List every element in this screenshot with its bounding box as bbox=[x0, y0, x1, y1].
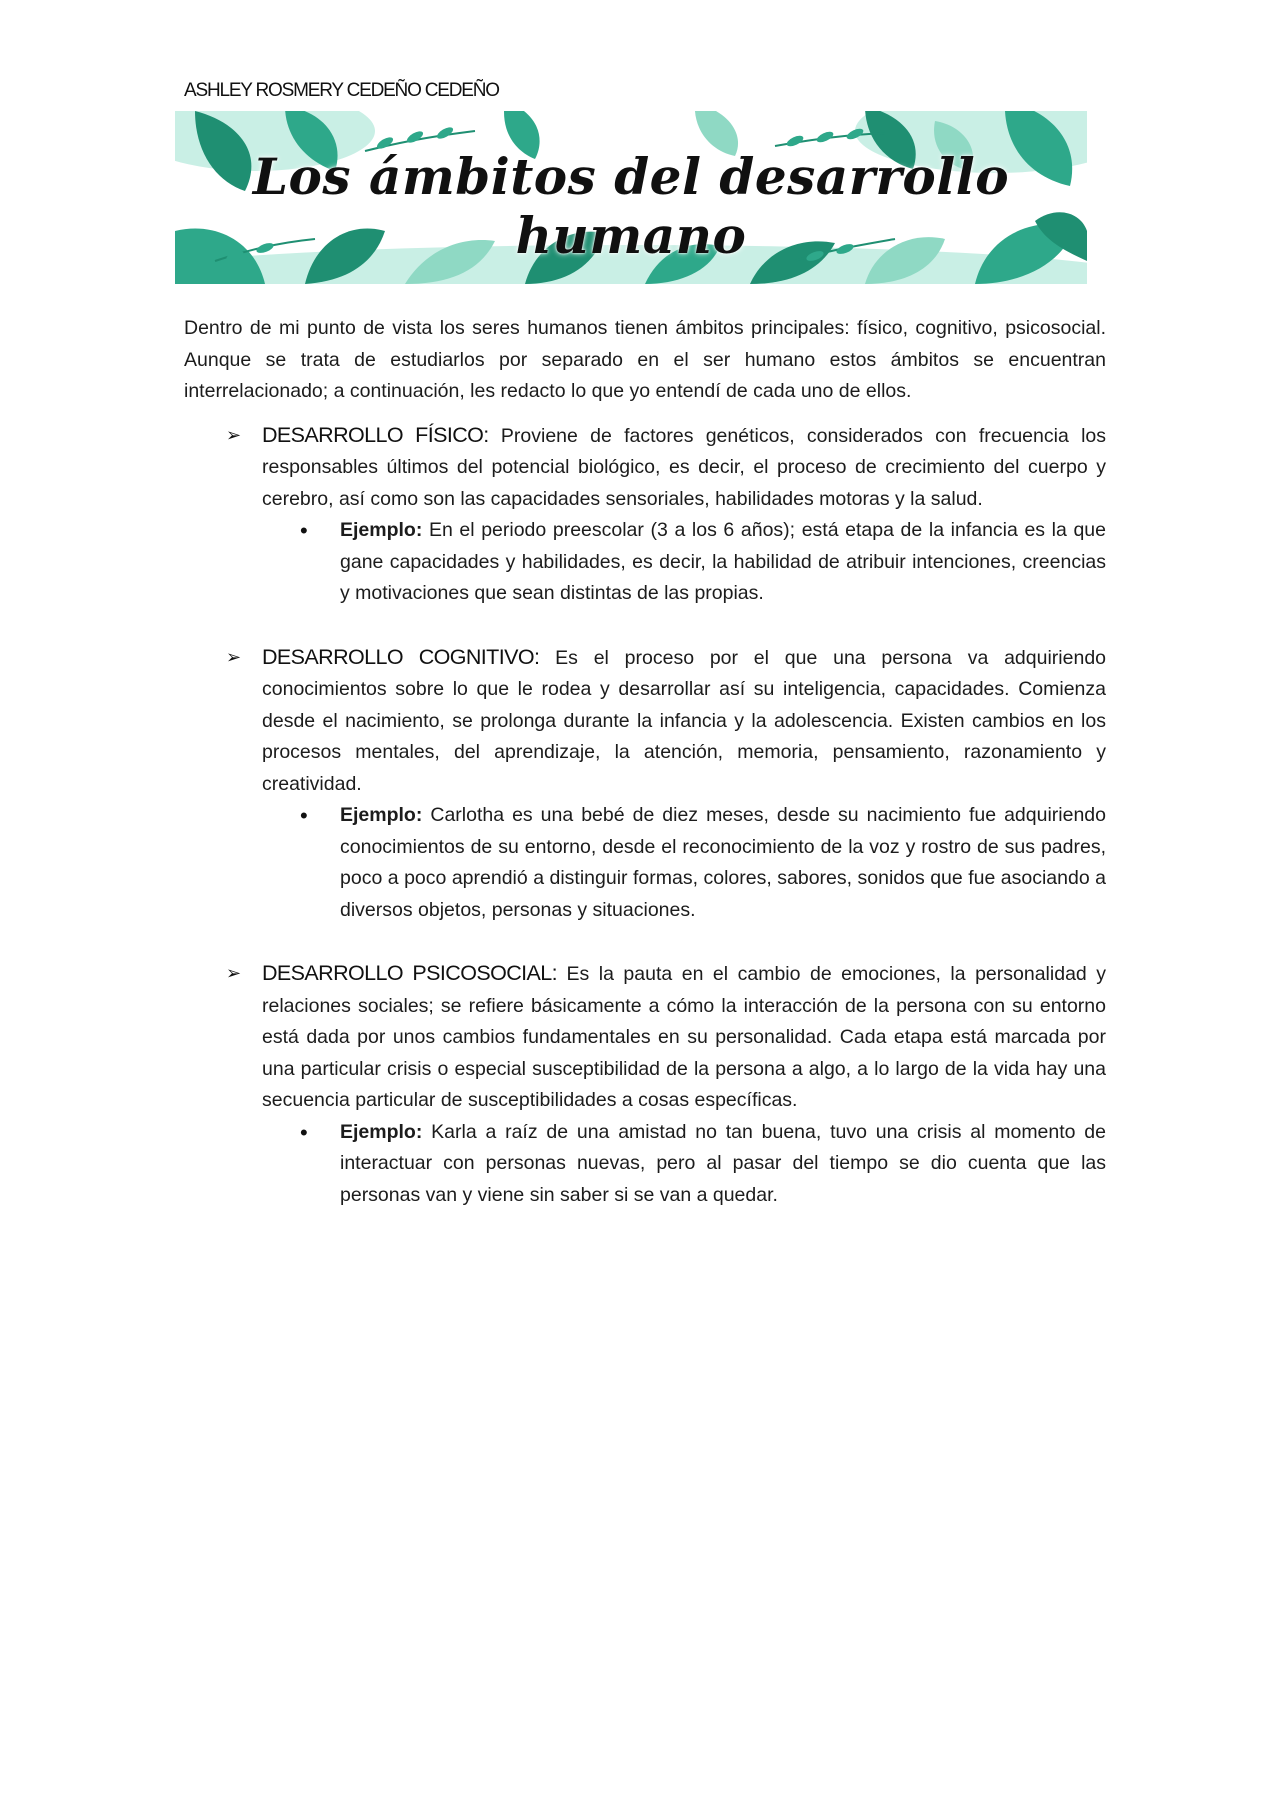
example-text: En el periodo preescolar (3 a los 6 años); está etapa de la infancia es la que gane capacidades y habilidades, es decir, la habilidad de atribuir intenciones, creencias y motivaciones que sean distintas de las propias. bbox=[340, 519, 1106, 604]
section-title: DESARROLLO PSICOSOCIAL: bbox=[262, 961, 557, 985]
bullet-dot-icon: • bbox=[300, 1119, 308, 1145]
document-body bbox=[184, 313, 1106, 1243]
arrow-bullet-icon: ➢ bbox=[226, 646, 242, 667]
section-body: Es la pauta en el cambio de emociones, la personalidad y relaciones sociales; se refiere básicamente a cómo la interacción de la persona con su entorno está dada por unos cambios fundamentales en su personalidad. Cada etapa está marcada por una particular crisis o especial susceptibilidad de la persona a algo, a lo largo de la vida hay una secuencia particular de susceptibilidades a cosas específicas. bbox=[262, 963, 1107, 1111]
section-fisico bbox=[184, 420, 1106, 610]
example-label: Ejemplo: bbox=[340, 519, 423, 541]
section-body: Proviene de factores genéticos, considerados con frecuencia los responsables últimos del potencial biológico, es decir, el proceso de crecimiento del cuerpo y cerebro, así como son las capacidades sensoriales, habilidades motoras y la salud. bbox=[262, 424, 1106, 510]
section-cognitivo bbox=[184, 642, 1106, 927]
arrow-bullet-icon: ➢ bbox=[226, 963, 242, 983]
example-text: Karla a raíz de una amistad no tan buena, tuvo una crisis al momento de interactuar con personas nuevas, pero al pasar del tiempo se dio cuenta que las personas van y viene sin saber si se van a quedar. bbox=[340, 1120, 1106, 1206]
example-item bbox=[262, 800, 1106, 926]
bullet-dot-icon: • bbox=[300, 518, 308, 543]
section-title: DESARROLLO COGNITIVO: bbox=[262, 644, 540, 669]
example-label: Ejemplo: bbox=[340, 804, 423, 826]
example-item bbox=[262, 515, 1106, 610]
example-item bbox=[262, 1117, 1106, 1212]
title-banner bbox=[175, 111, 1087, 284]
section-psicosocial bbox=[184, 958, 1106, 1211]
arrow-bullet-icon: ➢ bbox=[226, 424, 242, 445]
banner-title: Los ámbitos del desarrollo humano bbox=[252, 147, 1010, 265]
bullet-dot-icon: • bbox=[300, 803, 308, 828]
section-body: Es el proceso por el que una persona va adquiriendo conocimientos sobre lo que le rodea y desarrollar así su inteligencia, capacidades. Comienza desde el nacimiento, se prolonga durante la infancia y la adolescencia. Existen cambios en los procesos mentales, del aprendizaje, la atención, memoria, pensamiento, razonamiento y creatividad. bbox=[262, 646, 1107, 795]
example-label: Ejemplo: bbox=[340, 1120, 423, 1143]
section-title: DESARROLLO FÍSICO: bbox=[262, 422, 489, 447]
example-text: Carlotha es una bebé de diez meses, desde su nacimiento fue adquiriendo conocimientos de su entorno, desde el reconocimiento de la voz y rostro de sus padres, poco a poco aprendió a distinguir formas, colores, sabores, sonidos que fue asociando a diversos objetos, personas y situaciones. bbox=[340, 804, 1106, 921]
intro-paragraph: Dentro de mi punto de vista los seres humanos tienen ámbitos principales: físico, cognitivo, psicosocial. Aunque se trata de estudiarlos por separado en el ser humano estos ámbitos se encuentran interrelacionado; a continuación, les redacto lo que yo entendí de cada uno de ellos. bbox=[184, 317, 1106, 402]
author-name: ASHLEY ROSMERY CEDEÑO CEDEÑO bbox=[184, 80, 499, 101]
